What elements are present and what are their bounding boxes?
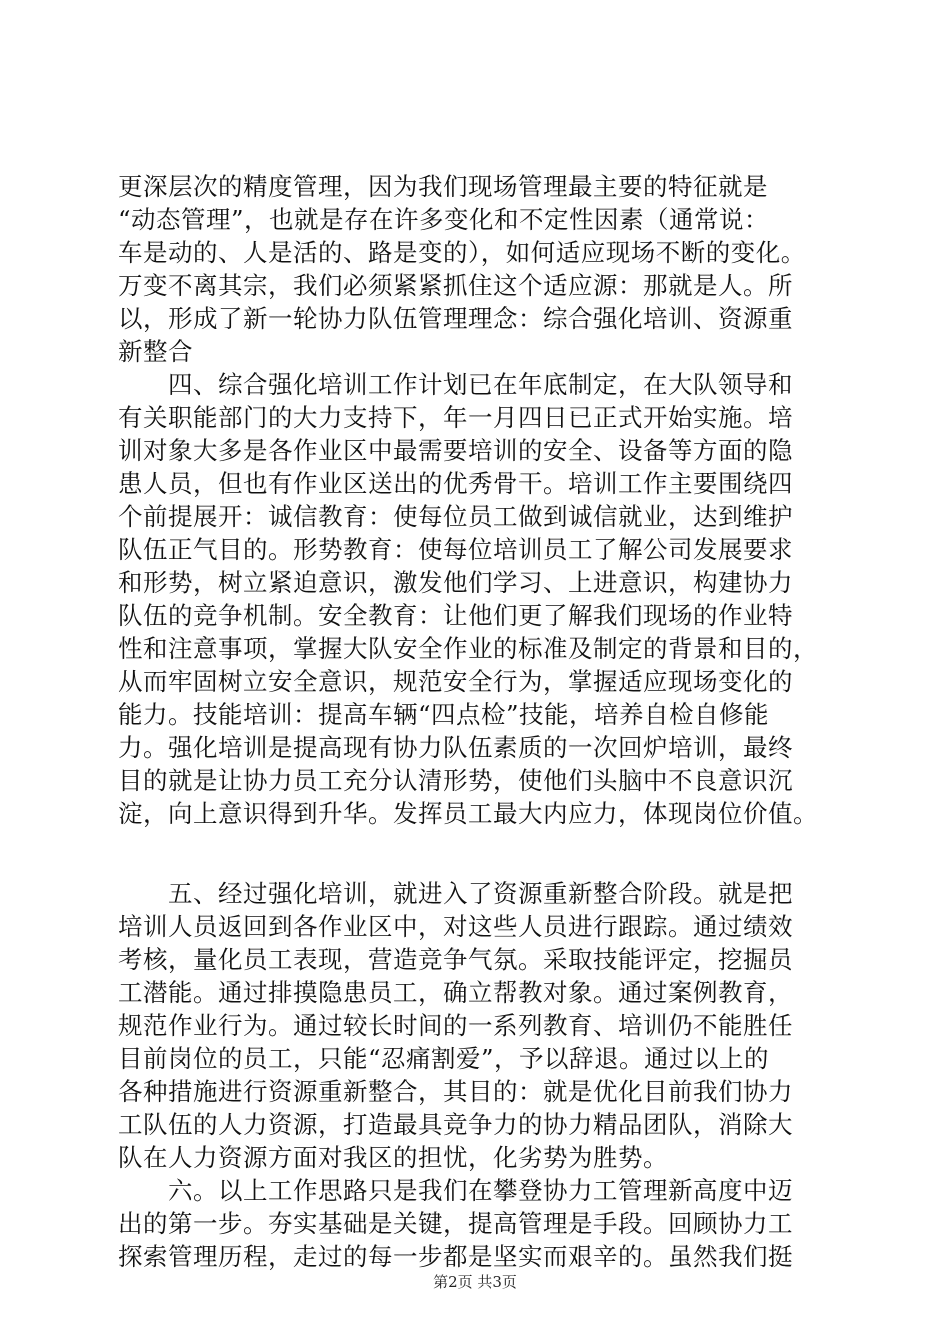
text-line: 四、综合强化培训工作计划已在年底制定，在大队领导和 (118, 370, 793, 399)
text-line: 力。强化培训是提高现有协力队伍素质的一次回炉培训，最终 (118, 733, 793, 762)
text-line: 新整合 (118, 337, 193, 366)
text-line: 能力。技能培训：提高车辆“四点检”技能，培养自检自修能 (118, 700, 770, 729)
text-line: 以，形成了新一轮协力队伍管理理念：综合强化培训、资源重 (118, 304, 793, 333)
text-line: 个前提展开：诚信教育：使每位员工做到诚信就业，达到维护 (118, 502, 793, 531)
text-block-top (118, 170, 838, 830)
text-line: 六。以上工作思路只是我们在攀登协力工管理新高度中迈 (118, 1176, 793, 1205)
document-body (118, 170, 838, 1273)
text-line: 性和注意事项，掌握大队安全作业的标准及制定的背景和目的， (118, 634, 818, 663)
text-block-bottom (118, 877, 838, 1273)
text-line: 规范作业行为。通过较长时间的一系列教育、培训仍不能胜任 (118, 1011, 793, 1040)
paragraph-gap (118, 830, 838, 877)
text-line: 各种措施进行资源重新整合，其目的：就是优化目前我们协力 (118, 1077, 793, 1106)
text-line: 出的第一步。夯实基础是关键，提高管理是手段。回顾协力工 (118, 1209, 793, 1238)
text-line: 和形势，树立紧迫意识，激发他们学习、上进意识，构建协力 (118, 568, 793, 597)
text-line: 万变不离其宗，我们必须紧紧抓住这个适应源：那就是人。所 (118, 271, 793, 300)
text-line: 目前岗位的员工，只能“忍痛割爱”，予以辞退。通过以上的 (118, 1044, 770, 1073)
text-line: 目的就是让协力员工充分认清形势，使他们头脑中不良意识沉 (118, 766, 793, 795)
text-line: 工潜能。通过排摸隐患员工，确立帮教对象。通过案例教育， (118, 978, 793, 1007)
text-line: 从而牢固树立安全意识，规范安全行为，掌握适应现场变化的 (118, 667, 793, 696)
text-line: 淀，向上意识得到升华。发挥员工最大内应力，体现岗位价值。 (118, 799, 818, 828)
text-line: “动态管理”，也就是存在许多变化和不定性因素（通常说： (118, 205, 770, 234)
text-line: 培训人员返回到各作业区中，对这些人员进行跟踪。通过绩效 (118, 912, 793, 941)
text-line: 车是动的、人是活的、路是变的），如何适应现场不断的变化。 (118, 238, 806, 267)
page-number-footer: 第2页 共3页 (433, 1273, 517, 1291)
text-line: 考核，量化员工表现，营造竞争气氛。采取技能评定，挖掘员 (118, 945, 793, 974)
text-line: 队伍正气目的。形势教育：使每位培训员工了解公司发展要求 (118, 535, 793, 564)
text-line: 患人员，但也有作业区送出的优秀骨干。培训工作主要围绕四 (118, 469, 793, 498)
text-line: 五、经过强化培训，就进入了资源重新整合阶段。就是把 (118, 879, 793, 908)
text-line: 队伍的竞争机制。安全教育：让他们更了解我们现场的作业特 (118, 601, 793, 630)
text-line: 探索管理历程，走过的每一步都是坚实而艰辛的。虽然我们挺 (118, 1242, 793, 1271)
text-line: 工队伍的人力资源，打造最具竞争力的协力精品团队，消除大 (118, 1110, 793, 1139)
text-line: 训对象大多是各作业区中最需要培训的安全、设备等方面的隐 (118, 436, 793, 465)
text-line: 更深层次的精度管理，因为我们现场管理最主要的特征就是 (118, 172, 768, 201)
text-line: 有关职能部门的大力支持下，年一月四日已正式开始实施。培 (118, 403, 793, 432)
text-line: 队在人力资源方面对我区的担忧，化劣势为胜势。 (118, 1143, 668, 1172)
